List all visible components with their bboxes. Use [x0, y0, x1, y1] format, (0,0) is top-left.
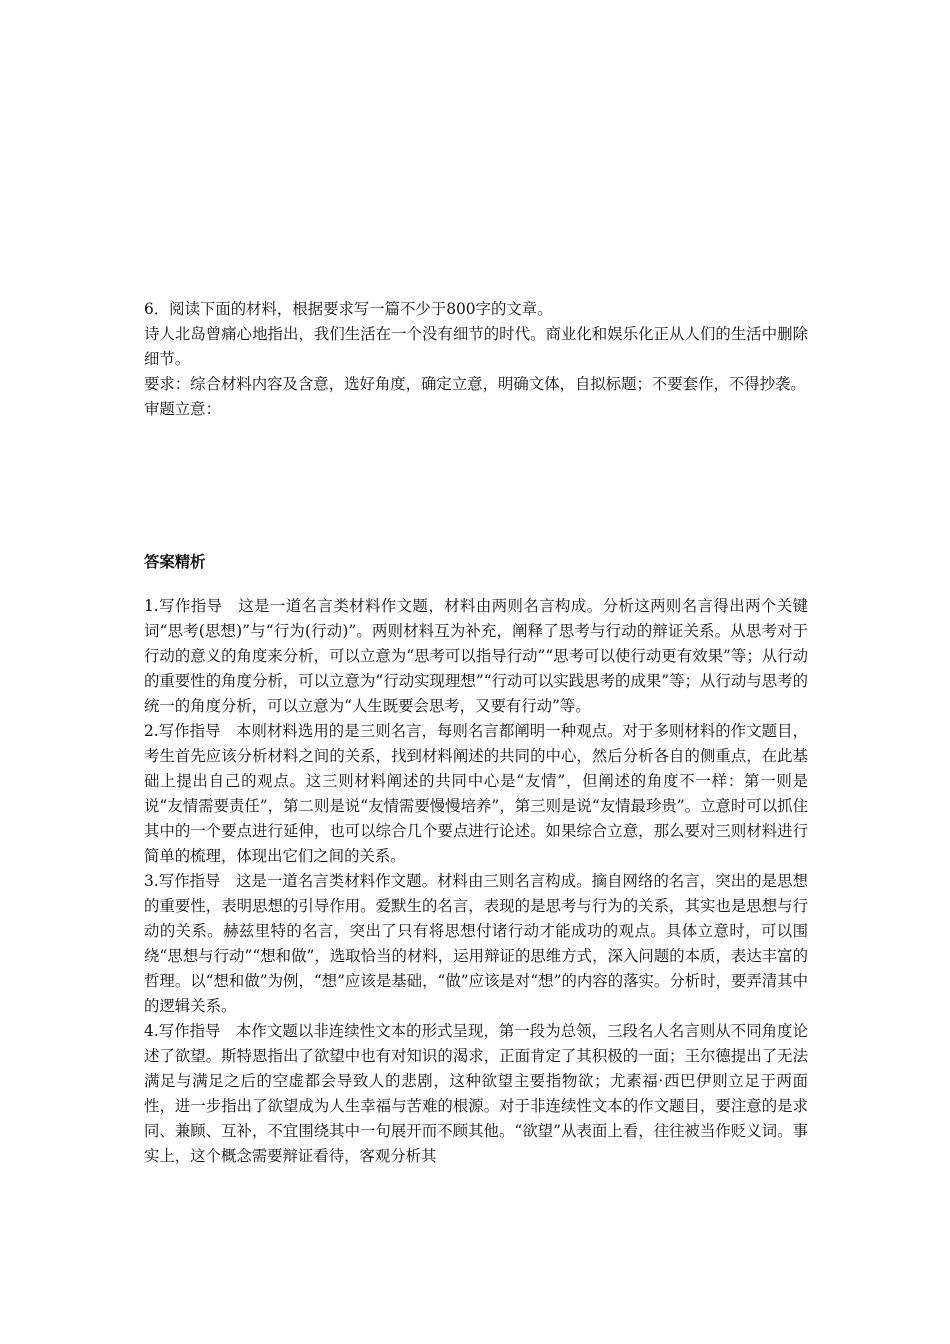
answer-item-2: 2.写作指导 本则材料选用的是三则名言，每则名言都阐明一种观点。对于多则材料的作文题目，考生首先应该分析材料之间的关系，找到材料阐述的共同的中心，然后分析各自的侧重点，在此基础上提出自己的观点。这三则材料阐述的共同中心是“友情”，但阐述的角度不一样：第一则是说“友情需要责任”，第二则是说“友情需要慢慢培养”，第三则是说“友情最珍贵”。立意时可以抓住其中的一个要点进行延伸，也可以综合几个要点进行论述。如果综合立意，那么要对三则材料进行简单的梳理，体现出它们之间的关系。	[144, 722, 808, 865]
answers-section	[144, 594, 808, 1169]
question-material: 诗人北岛曾痛心地指出，我们生活在一个没有细节的时代。商业化和娱乐化正从人们的生活中删除细节。	[144, 325, 808, 368]
question-prompt: 6．阅读下面的材料，根据要求写一篇不少于800字的文章。	[144, 300, 553, 318]
analysis-label: 审题立意：	[144, 400, 221, 418]
answers-heading: 答案精析	[144, 553, 206, 571]
answer-item-1: 1.写作指导 这是一道名言类材料作文题，材料由两则名言构成。分析这两则名言得出两个关键词“思考(思想)”与“行为(行动)”。两则材料互为补充，阐释了思考与行动的辩证关系。从思考对于行动的意义的角度来分析，可以立意为“思考可以指导行动”“思考可以使行动更有效果”等；从行动的重要性的角度分析，可以立意为“行动实现理想”“行动可以实践思考的成果”等；从行动与思考的统一的角度分析，可以立意为“人生既要会思考，又要有行动”等。	[144, 597, 808, 715]
question-section	[144, 297, 808, 422]
answer-item-4: 4.写作指导 本作文题以非连续性文本的形式呈现，第一段为总领，三段名人名言则从不同角度论述了欲望。斯特恩指出了欲望中也有对知识的渴求，正面肯定了其积极的一面；王尔德提出了无法满足与满足之后的空虚都会导致人的悲剧，这种欲望主要指物欲；尤素福·西巴伊则立足于两面性，进一步指出了欲望成为人生幸福与苦难的根源。对于非连续性文本的作文题目，要注意的是求同、兼顾、互补，不宜围绕其中一句展开而不顾其他。“欲望”从表面上看，往往被当作贬义词。事实上，这个概念需要辩证看待，客观分析其	[144, 1022, 808, 1165]
answer-item-3: 3.写作指导 这是一道名言类材料作文题。材料由三则名言构成。摘自网络的名言，突出的是思想的重要性，表明思想的引导作用。爱默生的名言，表现的是思考与行为的关系，其实也是思想与行动的关系。赫兹里特的名言，突出了只有将思想付诸行动才能成功的观点。具体立意时，可以围绕“思想与行动”“想和做”，选取恰当的材料，运用辩证的思维方式，深入问题的本质，表达丰富的哲理。以“想和做”为例，“想”应该是基础，“做”应该是对“想”的内容的落实。分析时，要弄清其中的逻辑关系。	[144, 872, 808, 1015]
question-requirement: 要求：综合材料内容及含意，选好角度，确定立意，明确文体，自拟标题；不要套作，不得抄袭。	[144, 375, 806, 393]
